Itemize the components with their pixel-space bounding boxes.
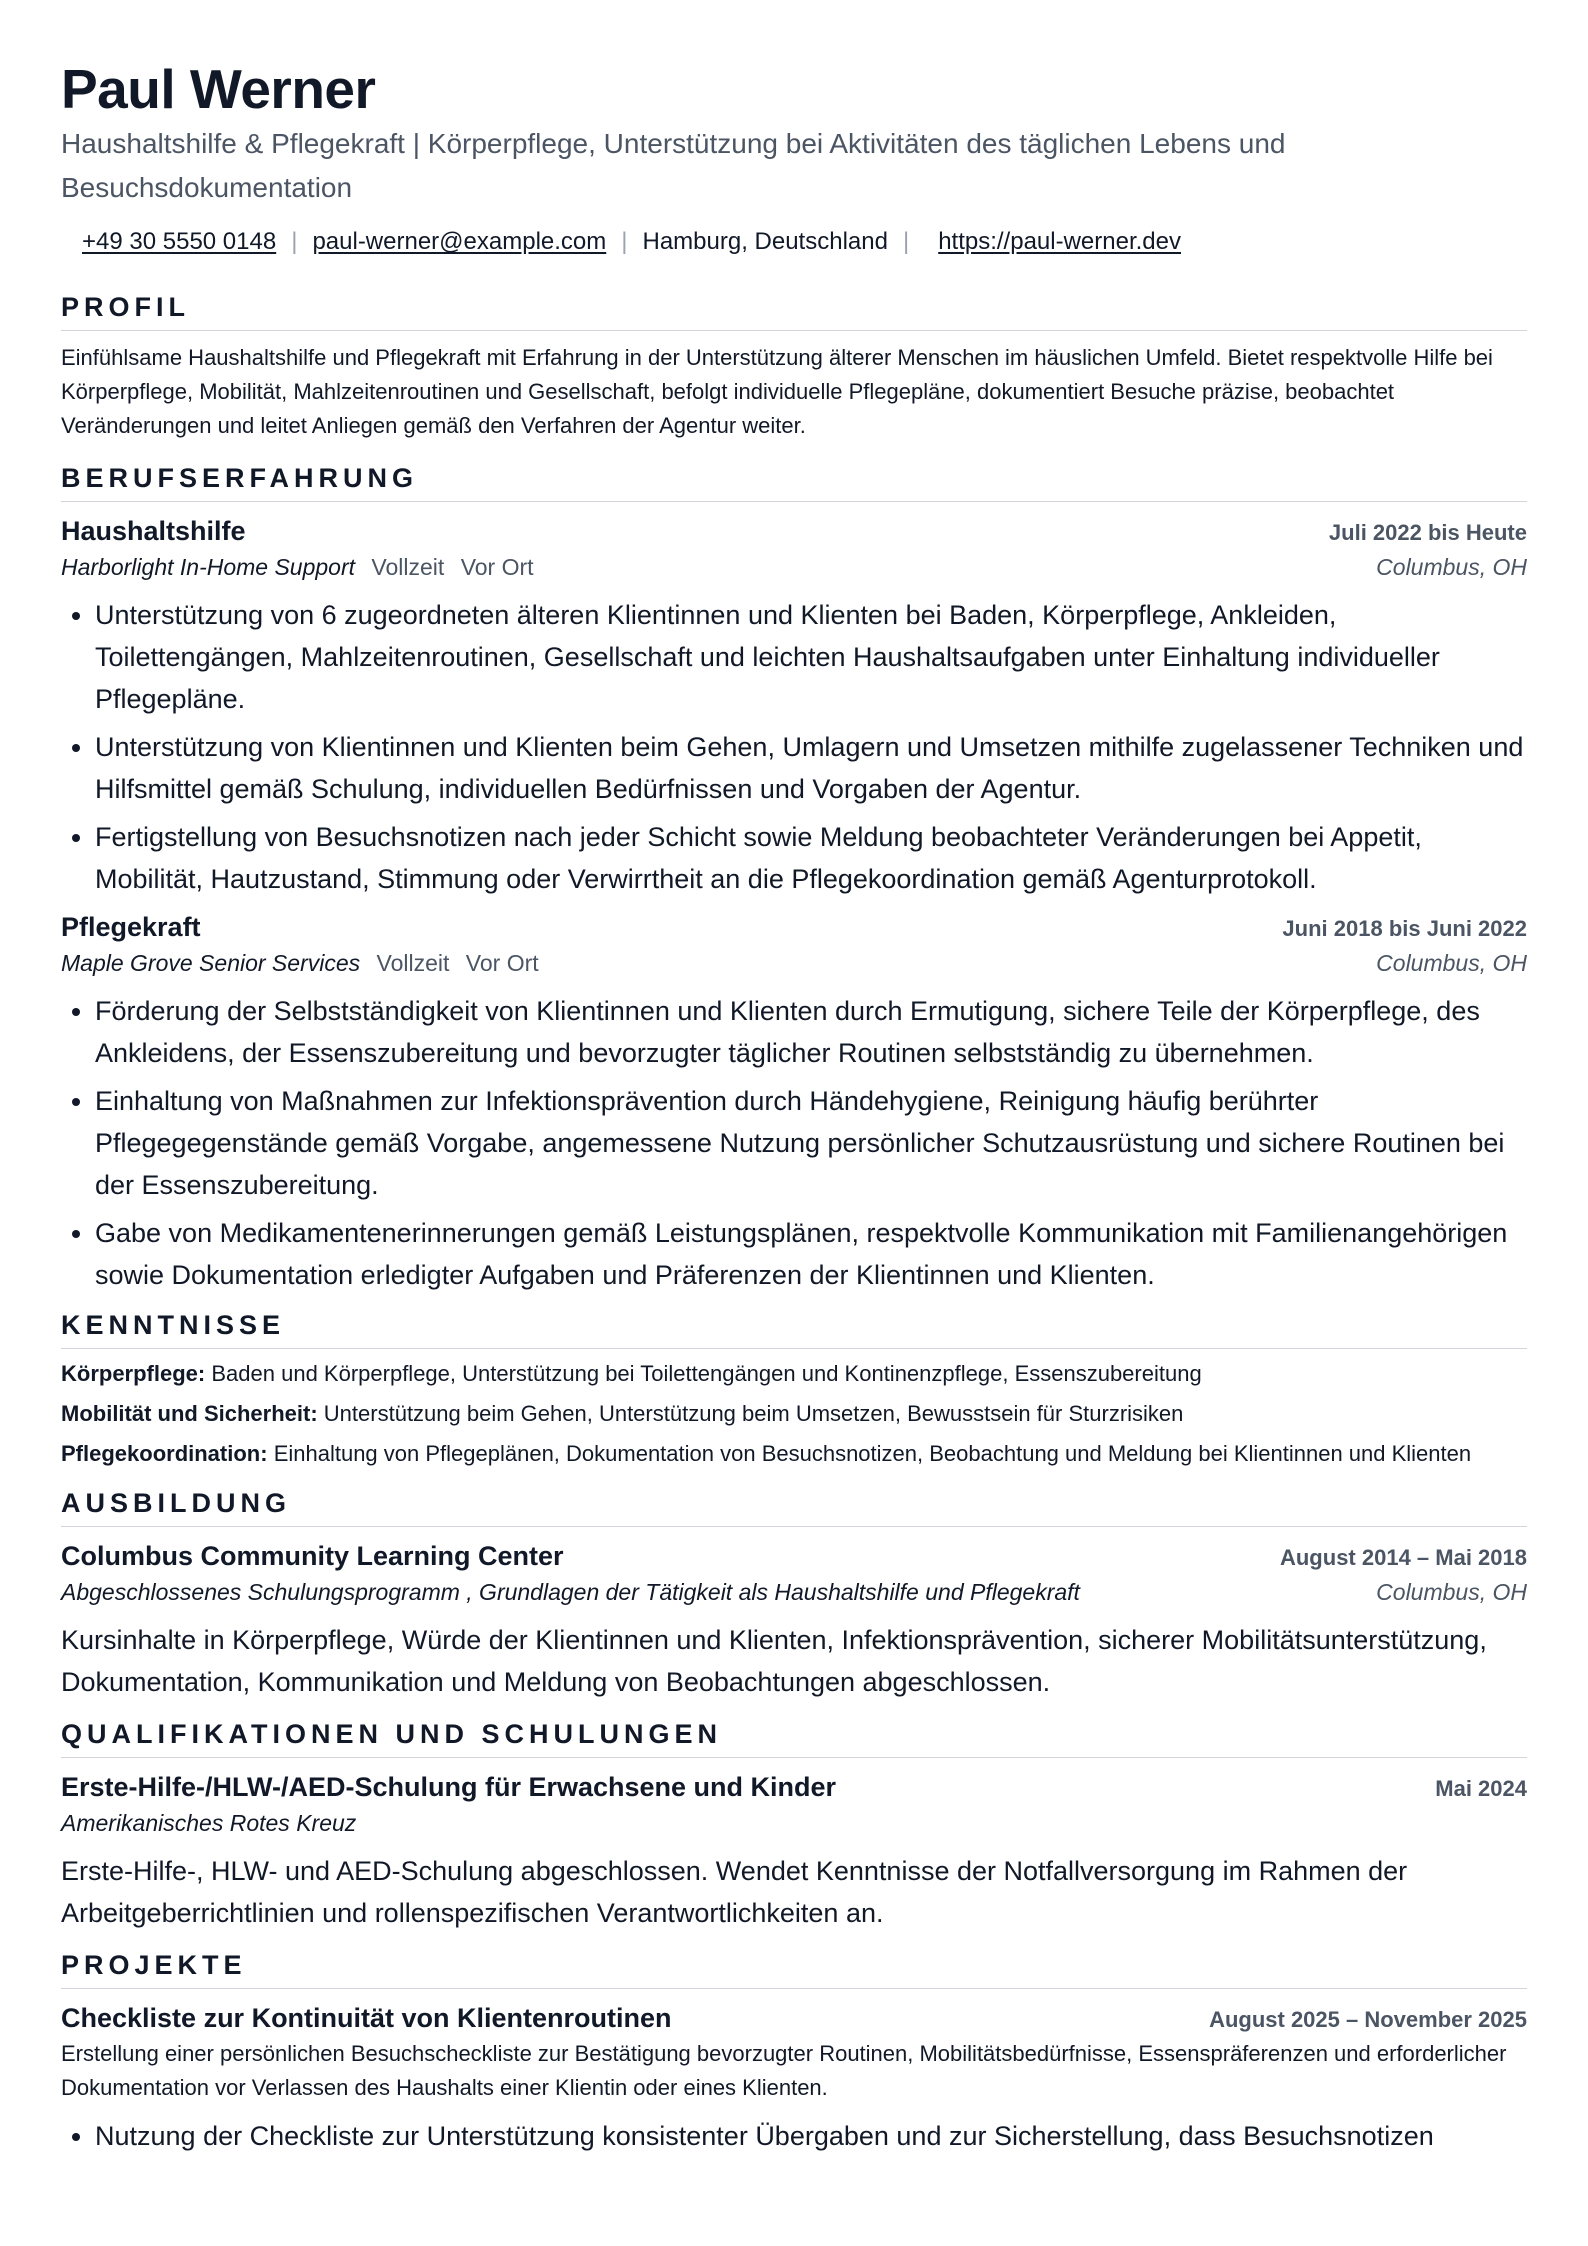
bullet-item: • Fertigstellung von Besuchsnotizen nach jeder Schicht sowie Meldung beobachteter Veränderungen bei Appetit, Mobilität, Hautzustand, Stimmung oder Verwirrtheit an die Pflegekoordination gemäß Agenturprotokoll. bbox=[95, 816, 1527, 900]
skill-label: Pflegekoordination: bbox=[61, 1441, 268, 1466]
job-role: Haushaltshilfe bbox=[61, 516, 246, 546]
job-mode: Vor Ort bbox=[465, 950, 539, 976]
certification-issuer: Amerikanisches Rotes Kreuz bbox=[61, 1810, 357, 1836]
section-title-experience: BERUFSERFAHRUNG bbox=[61, 461, 1527, 502]
job-type: Vollzeit bbox=[371, 554, 445, 580]
job-location: Columbus, OH bbox=[1376, 950, 1527, 976]
bullet-item: • Einhaltung von Maßnahmen zur Infektionsprävention durch Händehygiene, Reinigung häufig berührter Pflegegegenstände gemäß Vorgabe, angemessene Nutzung persönlicher Schutzausrüstung und sichere Routinen bei der Essenszubereitung. bbox=[95, 1080, 1527, 1206]
skill-line bbox=[61, 1359, 1527, 1388]
project-name: Checkliste zur Kontinuität von Klientenroutinen bbox=[61, 2003, 672, 2033]
contact-separator: | bbox=[291, 228, 298, 255]
job-mode: Vor Ort bbox=[460, 554, 534, 580]
email-link[interactable]: paul-werner@example.com bbox=[312, 228, 607, 255]
profile-text: Einfühlsame Haushaltshilfe und Pflegekraft mit Erfahrung in der Unterstützung älterer Menschen im häuslichen Umfeld. Bietet respektvolle Hilfe bei Körperpflege, Mobilität, Mahlzeitenroutinen und Gesellschaft, befolgt individuelle Pflegepläne, dokumentiert Besuche präzise, beobachtet Veränderungen und leitet Anliegen gemäß den Verfahren der Agentur weiter. bbox=[61, 345, 1493, 438]
certification-text: Erste-Hilfe-, HLW- und AED-Schulung abgeschlossen. Wendet Kenntnisse der Notfallversorgung im Rahmen der Arbeitgeberrichtlinien und rollenspezifischen Verantwortlichkeiten an. bbox=[61, 1856, 1408, 1928]
job-dates: Juli 2022 bis Heute bbox=[1328, 520, 1527, 545]
job-bullets bbox=[61, 594, 1527, 900]
job-organization: Harborlight In-Home Support bbox=[61, 554, 356, 580]
bullet-item: • Gabe von Medikamentenerinnerungen gemäß Leistungsplänen, respektvolle Kommunikation mit Familienangehörigen sowie Dokumentation erledigter Aufgaben und Präferenzen der Klientinnen und Klienten. bbox=[95, 1212, 1527, 1296]
skill-label: Körperpflege: bbox=[61, 1361, 206, 1386]
job-dates: Juni 2018 bis Juni 2022 bbox=[1282, 916, 1527, 941]
bullet-item: • Unterstützung von Klientinnen und Klienten beim Gehen, Umlagern und Umsetzen mithilfe zugelassener Techniken und Hilfsmittel gemäß Schulung, individuellen Bedürfnissen und Vorgaben der Agentur. bbox=[95, 726, 1527, 810]
job-role: Pflegekraft bbox=[61, 912, 201, 942]
bullet-item: • Förderung der Selbstständigkeit von Klientinnen und Klienten durch Ermutigung, sichere Teile der Körperpflege, des Ankleidens, der Essenszubereitung und bevorzugter täglicher Routinen selbstständig zu übernehmen. bbox=[95, 990, 1527, 1074]
project-entry bbox=[61, 1999, 1527, 2157]
education-dates: August 2014 – Mai 2018 bbox=[1279, 1545, 1527, 1570]
section-title-certifications: QUALIFIKATIONEN UND SCHULUNGEN bbox=[61, 1717, 1527, 1758]
job-entry bbox=[61, 908, 1527, 1296]
location-text: Hamburg, Deutschland bbox=[642, 228, 888, 255]
skill-text: Baden und Körperpflege, Unterstützung bei Toilettengängen und Kontinenzpflege, Essenszubereitung bbox=[211, 1361, 1202, 1386]
skill-text: Unterstützung beim Gehen, Unterstützung beim Umsetzen, Bewusstsein für Sturzrisiken bbox=[323, 1401, 1184, 1426]
bullet-item: • Unterstützung von 6 zugeordneten älteren Klientinnen und Klienten bei Baden, Körperpflege, Ankleiden, Toilettengängen, Mahlzeitenroutinen, Gesellschaft und leichten Haushaltsaufgaben unter Einhaltung individueller Pflegepläne. bbox=[95, 594, 1527, 720]
project-dates: August 2025 – November 2025 bbox=[1209, 2007, 1527, 2032]
section-title-skills: KENNTNISSE bbox=[61, 1308, 1527, 1349]
section-title-profile: PROFIL bbox=[61, 290, 1527, 331]
skill-line bbox=[61, 1399, 1527, 1428]
skill-label: Mobilität und Sicherheit: bbox=[61, 1401, 318, 1426]
section-title-education: AUSBILDUNG bbox=[61, 1486, 1527, 1527]
contact-bar bbox=[82, 228, 1527, 256]
contact-separator: | bbox=[621, 228, 628, 255]
certification-date: Mai 2024 bbox=[1435, 1776, 1527, 1801]
certification-name: Erste-Hilfe-/HLW-/AED-Schulung für Erwachsene und Kinder bbox=[61, 1772, 837, 1802]
contact-separator: | bbox=[902, 228, 910, 255]
headline: Haushaltshilfe & Pflegekraft | Körperpflege, Unterstützung bei Aktivitäten des täglichen Lebens und Besuchsdokumentation bbox=[61, 128, 1286, 203]
school-name: Columbus Community Learning Center bbox=[61, 1541, 564, 1571]
education-location: Columbus, OH bbox=[1376, 1579, 1527, 1605]
certification-entry bbox=[61, 1768, 1527, 1934]
education-entry bbox=[61, 1537, 1527, 1703]
job-entry bbox=[61, 512, 1527, 900]
education-program: Abgeschlossenes Schulungsprogramm , Grundlagen der Tätigkeit als Haushaltshilfe und Pflegekraft bbox=[61, 1579, 1080, 1605]
website-link[interactable]: https://paul-werner.dev bbox=[938, 228, 1181, 255]
education-text: Kursinhalte in Körperpflege, Würde der Klientinnen und Klienten, Infektionsprävention, sicherer Mobilitätsunterstützung, Dokumentation, Kommunikation und Meldung von Beobachtungen abgeschlossen. bbox=[61, 1625, 1487, 1697]
phone-link[interactable]: +49 30 5550 0148 bbox=[82, 228, 277, 255]
job-organization: Maple Grove Senior Services bbox=[61, 950, 361, 976]
skill-text: Einhaltung von Pflegeplänen, Dokumentation von Besuchsnotizen, Beobachtung und Meldung bei Klientinnen und Klienten bbox=[273, 1441, 1472, 1466]
job-type: Vollzeit bbox=[376, 950, 450, 976]
project-text: Erstellung einer persönlichen Besuchscheckliste zur Bestätigung bevorzugter Routinen, Mobilitätsbedürfnisse, Essenspräferenzen und erforderlicher Dokumentation vor Verlassen des Haushalts einer Klientin oder eines Klienten. bbox=[61, 2041, 1507, 2100]
job-bullets bbox=[61, 990, 1527, 1296]
project-bullets bbox=[61, 2115, 1527, 2157]
job-location: Columbus, OH bbox=[1376, 554, 1527, 580]
skill-line bbox=[61, 1439, 1527, 1468]
candidate-name: Paul Werner bbox=[61, 58, 376, 120]
section-title-projects: PROJEKTE bbox=[61, 1948, 1527, 1989]
bullet-item: • Nutzung der Checkliste zur Unterstützung konsistenter Übergaben und zur Sicherstellung, dass Besuchsnotizen bbox=[95, 2115, 1527, 2157]
